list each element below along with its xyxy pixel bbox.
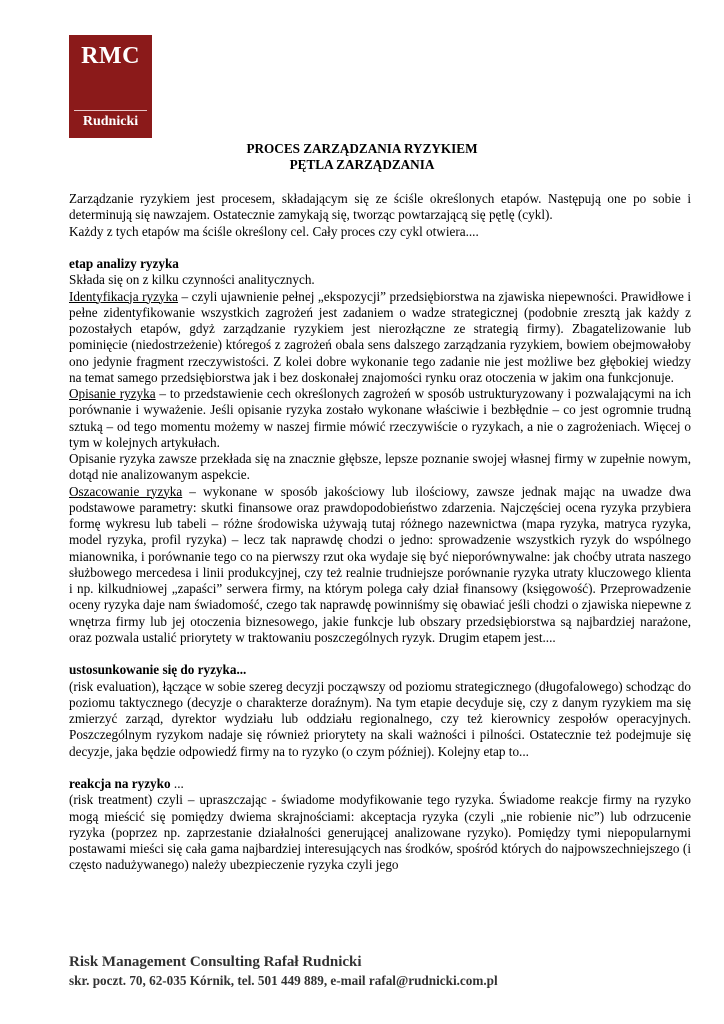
identification-text: – czyli ujawnienie pełnej „ekspozycji” przedsiębiorstwa na zjawiska niepewności. Prawidłowe i pełne zidentyfikowanie wszystkich zagrożeń jest zadaniem o wadze strategicznej (podobnie zresztą jak każdy z pozostałych etapów, gdyż zarządzanie ryzykiem jest nierozłączne ze strategią firmy). Zbagatelizowanie lub pominięcie (niedostrzeżenie) któregoś z zagrożeń obala sens dalszego zarządzania ryzykiem, bowiem obejmowałoby ono jedynie fragment rzeczywistości. Z kolei dobre wykonanie tego zadanie nie jest możliwe bez głębokiej wiedzy na temat samego przedsiębiorstwa jak i bez doskonałej znajomości rynku oraz otoczenia w jakim ona funkcjonuje. (69, 288, 691, 385)
term-estimation: Oszacowanie ryzyka (69, 483, 183, 499)
section-heading-treatment: reakcja na ryzyko (69, 776, 171, 791)
section-heading-evaluation: ustosunkowanie się do ryzyka... (69, 662, 247, 678)
section-heading-analysis: etap analizy ryzyka (69, 256, 179, 271)
term-description: Opisanie ryzyka (69, 386, 156, 401)
identification-paragraph (69, 289, 691, 387)
description-text: – to przedstawienie cech określonych zagrożeń w sposób ustrukturyzowany i pozwalającymi na ich porównanie i wyważenie. Jeśli opisanie ryzyka zostało wykonane właściwie i bezbłędnie – co jest ogromnie trudną sztuką – od tego momentu możemy w naszej firmie mówić rzeczywiście o ryzykach, a nie o zagrożeniach. Więcej o tym w kolejnych artykułach. (69, 386, 691, 450)
description-extra-paragraph: Opisanie ryzyka zawsze przekłada się na znacznie głębsze, lepsze poznanie swojej własnej firmy w zupełnie nowym, dotąd nie analizowanym aspekcie. (69, 451, 691, 483)
estimation-text: – wykonane w sposób jakościowy lub ilościowy, zawsze jednak mając na uwadze dwa podstawowe parametry: skutki finansowe oraz prawdopodobieństwo zdarzenia. Najczęściej ocena ryzyka przybiera formę wykresu lub tabeli – różne środowiska używają tutaj różnego nazewnictwa (mapa ryzyka, matryca ryzyka, model ryzyka, profil ryzyka) – lecz tak naprawdę chodzi o jedno: sprowadzenie wszystkich ryzyk do wspólnego mianownika, i porównanie tego co na pierwszy rzut oka wydaje się być nieporównywalne: jak choćby utrata naszego służbowego mercedesa i linii produkcyjnej, czy też realnie trudniejsze porównanie ryzyka utraty kluczowego klienta i np. kilkudniowej „zapaści” serwera firmy, na którym polega cały dział finansowy (księgowość). Przeprowadzenie oceny ryzyka daje nam świadomość, czego tak naprawdę powinniśmy się obawiać jeśli chodzi o zjawiska niepewne z wnętrza firmy lub jej otoczenia biznesowego, jakie funkcje lub obszary przedsiębiorstwa są najbardziej narażone, oraz pozwala ustalić priorytety w traktowaniu poszczególnych ryzyk. Drugim etapem jest.... (69, 483, 692, 645)
treatment-paragraph: (risk treatment) czyli – upraszczając - świadome modyfikowanie tego ryzyka. Świadome reakcje firmy na ryzyko mogą mieścić się pomiędzy dwiema skrajnościami: akceptacja ryzyka (czyli „nie robienie nic”) lub odrzucenie ryzyka (poprzez np. zaprzestanie działalności generującej analizowane ryzyko). Pomiędzy tymi niepopularnymi postawami mieści się cała gama najbardziej interesujących nas środków, spośród których do najpowszechniejszego (i często nadużywanego) należy ubezpieczenie ryzyka czyli jego (69, 792, 691, 873)
footer-contact-address: skr. poczt. 70, 62-035 Kórnik, tel. 501 449 889, e-mail rafal@rudnicki.com.pl (69, 973, 498, 988)
footer-company-name: Risk Management Consulting Rafał Rudnicki (69, 954, 362, 970)
document-subtitle: PĘTLA ZARZĄDZANIA (289, 157, 435, 172)
logo-text-bottom: Rudnicki (82, 114, 139, 129)
intro-paragraph: Zarządzanie ryzykiem jest procesem, składającym się ze ściśle określonych etapów. Następują one po sobie i determinują się nawzajem. Ostatecznie zamykają się, tworząc powtarzającą się pętlę (cykl). (69, 191, 691, 223)
evaluation-paragraph: (risk evaluation), łączące w sobie szereg decyzji począwszy od poziomu strategicznego (długofalowego) schodząc do poziomu taktycznego (decyzje o charakterze doraźnym). Na tym etapie decyduje się, czy z danym ryzykiem ma się zmierzyć zarząd, dyrektor wydziału lub oddziału regionalnego, czy też kierownicy zespołów operacyjnych. Poszczególnym ryzykom nadaje się również priorytety na skali ważności i pilności. Ostatecznie też podejmuje się decyzje, jaka będzie odpowiedź firmy na to ryzyko (o czym później). Kolejny etap to... (69, 678, 691, 759)
intro-paragraph-2: Każdy z tych etapów ma ściśle określony cel. Cały proces czy cykl otwiera.... (69, 223, 479, 239)
logo-text-top: RMC (81, 43, 140, 69)
company-logo (69, 35, 152, 138)
description-paragraph (69, 386, 691, 451)
estimation-paragraph (69, 484, 691, 647)
section-lead: Składa się on z kilku czynności analitycznych. (69, 272, 315, 288)
term-identification: Identyfikacja ryzyka (69, 288, 178, 304)
document-body (69, 191, 691, 874)
document-title: PROCES ZARZĄDZANIA RYZYKIEM (246, 141, 478, 156)
section-heading-suffix: ... (170, 776, 184, 791)
section-heading-treatment-line (69, 776, 691, 792)
logo-divider (74, 110, 147, 111)
